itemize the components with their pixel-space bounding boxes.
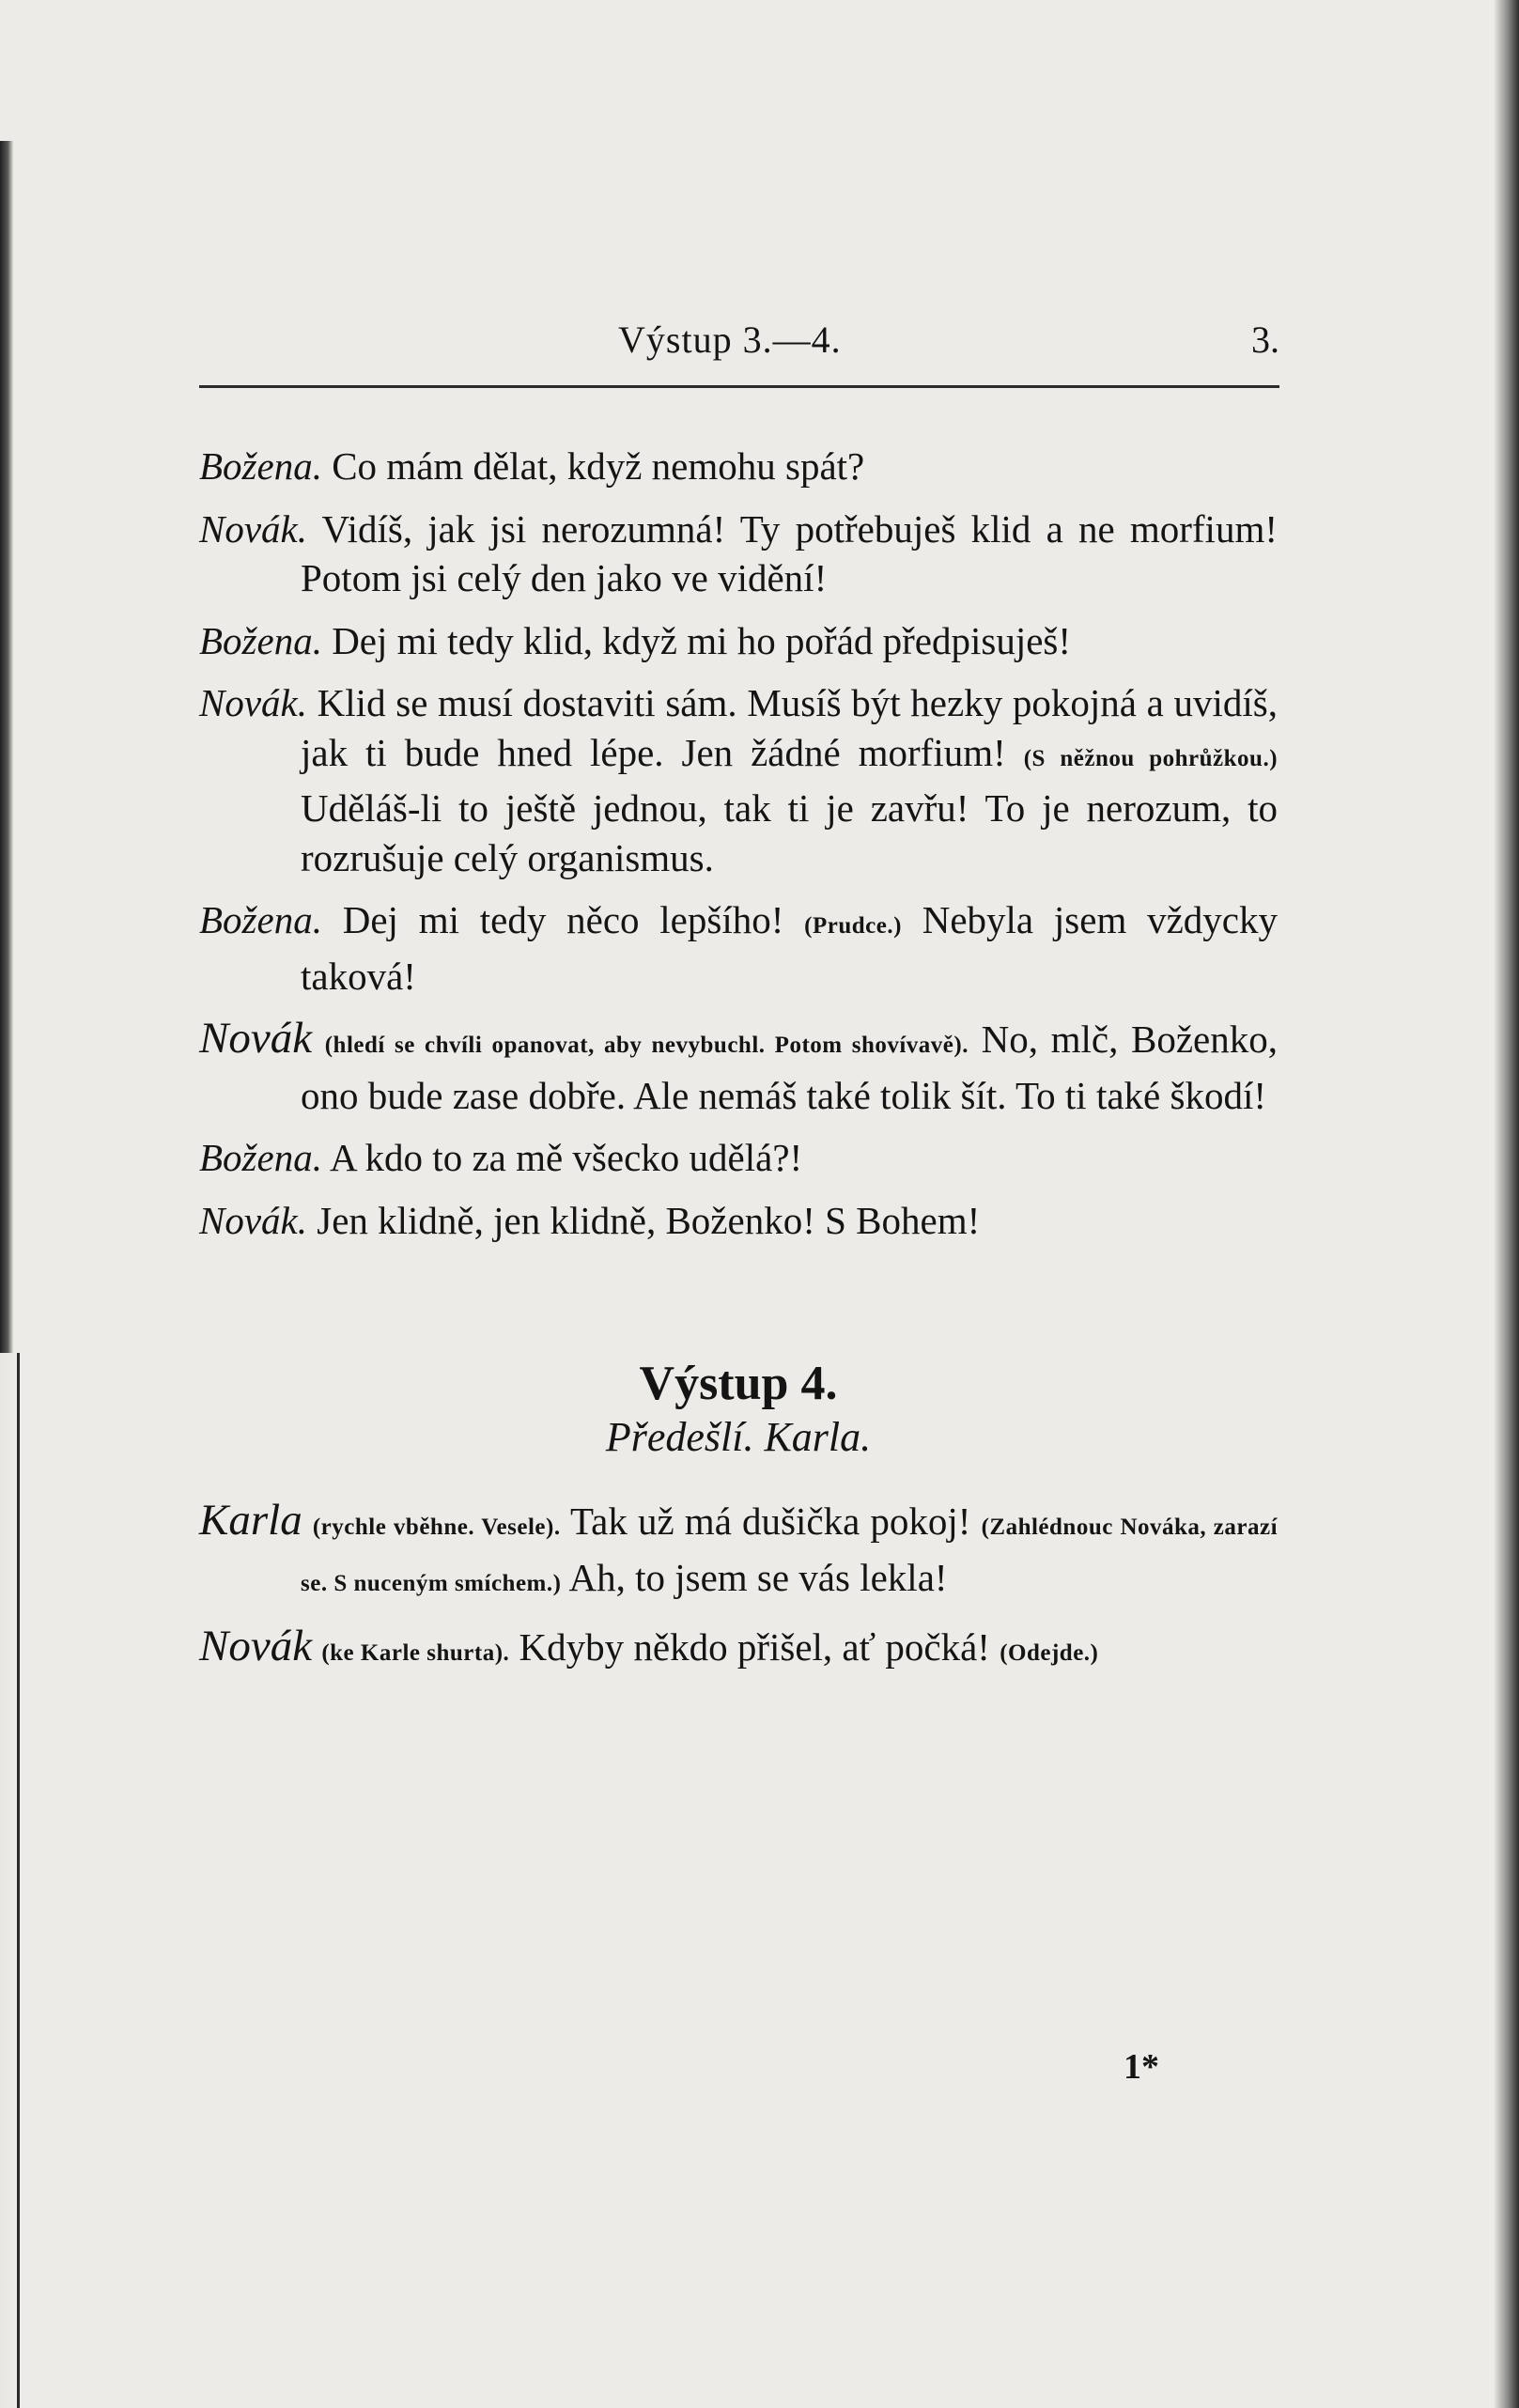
dialogue-text: Uděláš-li to ještě jednou, tak ti je zavřu! To je nerozum, to rozrušuje celý organismus. <box>301 786 1278 879</box>
speaker-name: Božena. <box>199 444 322 488</box>
speaker-name: Božena. <box>199 618 322 662</box>
scene-cast: Předešlí. Karla. <box>605 1413 872 1460</box>
stage-direction: (hledí se chvíli opanovat, aby nevybuchl. Potom shovívavě). <box>324 1033 969 1058</box>
dialogue-text: Vidíš, jak jsi nerozumná! Ty potřebuješ klid a ne morfium! Potom jsi celý den jako ve vidění! <box>301 506 1278 599</box>
dialogue-text: Tak už má dušička pokoj! <box>569 1499 971 1543</box>
dialogue-line <box>199 678 1278 882</box>
speaker-name: Novák <box>199 1014 313 1063</box>
dialogue-line <box>199 1496 1278 1608</box>
speaker-name: Novák. <box>199 1198 307 1242</box>
dialogue-text: Ah, to jsem se vás lekla! <box>568 1555 948 1599</box>
dialogue-text: Nebyla jsem vždycky taková! <box>301 898 1279 998</box>
dialogue-line <box>199 1133 1278 1183</box>
page-number: 3. <box>1251 318 1279 361</box>
dialogue-line <box>199 442 1278 491</box>
dialogue-text: Klid se musí dostaviti sám. Musíš být hezky pokojná a uvidíš, jak ti bude hned lépe. Jen žádné morfium! <box>301 681 1278 774</box>
running-header-title: Výstup 3.—4. <box>618 318 842 361</box>
dialogue-text: Dej mi tedy něco lepšího! <box>342 898 784 941</box>
page-edge-shadow-right <box>1495 0 1519 2408</box>
dialogue-text: Jen klidně, jen klidně, Boženko! S Bohem! <box>317 1198 981 1242</box>
dialogue-line <box>199 1014 1278 1120</box>
speaker-name: Božena. <box>199 1136 322 1179</box>
page-edge-shadow-left <box>0 141 13 1353</box>
play-text <box>199 442 1278 1692</box>
speaker-name: Karla <box>199 1496 302 1545</box>
stage-direction: (Odejde.) <box>1000 1640 1099 1666</box>
speaker-name: Novák <box>199 1622 313 1670</box>
dialogue-text: Dej mi tedy klid, když mi ho pořád předpisuješ! <box>332 618 1072 662</box>
dialogue-text: A kdo to za mě všecko udělá?! <box>329 1136 803 1179</box>
page-edge-left-lower <box>0 1353 20 2408</box>
dialogue-text: No, mlč, Boženko, ono bude zase dobře. Ale nemáš také tolik šít. To ti také škodí! <box>301 1018 1279 1117</box>
dialogue-text: Co mám dělat, když nemohu spát? <box>332 444 865 488</box>
speaker-name: Novák. <box>199 506 307 551</box>
dialogue-line <box>199 1622 1278 1679</box>
running-header <box>199 318 1289 374</box>
stage-direction: (ke Karle shurta). <box>321 1640 510 1666</box>
stage-direction: (S něžnou pohrůžkou.) <box>1023 745 1279 771</box>
dialogue-line <box>199 1196 1278 1246</box>
dialogue-text: Kdyby někdo přišel, ať počká! <box>519 1625 990 1669</box>
stage-direction: (rychle vběhne. Vesele). <box>312 1515 561 1540</box>
header-rule <box>199 385 1279 388</box>
scene-heading: Výstup 4. <box>639 1357 838 1410</box>
stage-direction: (Zahlédnouc Nováka, zarazí se. S nuceným smíchem.) <box>301 1515 1279 1596</box>
dialogue-line <box>199 505 1278 603</box>
signature-mark: 1* <box>1124 2047 1159 2087</box>
dialogue-line <box>199 616 1278 666</box>
speaker-name: Božena. <box>199 898 322 941</box>
speaker-name: Novák. <box>199 681 307 724</box>
dialogue-line <box>199 895 1278 1001</box>
stage-direction: (Prudce.) <box>804 913 902 939</box>
